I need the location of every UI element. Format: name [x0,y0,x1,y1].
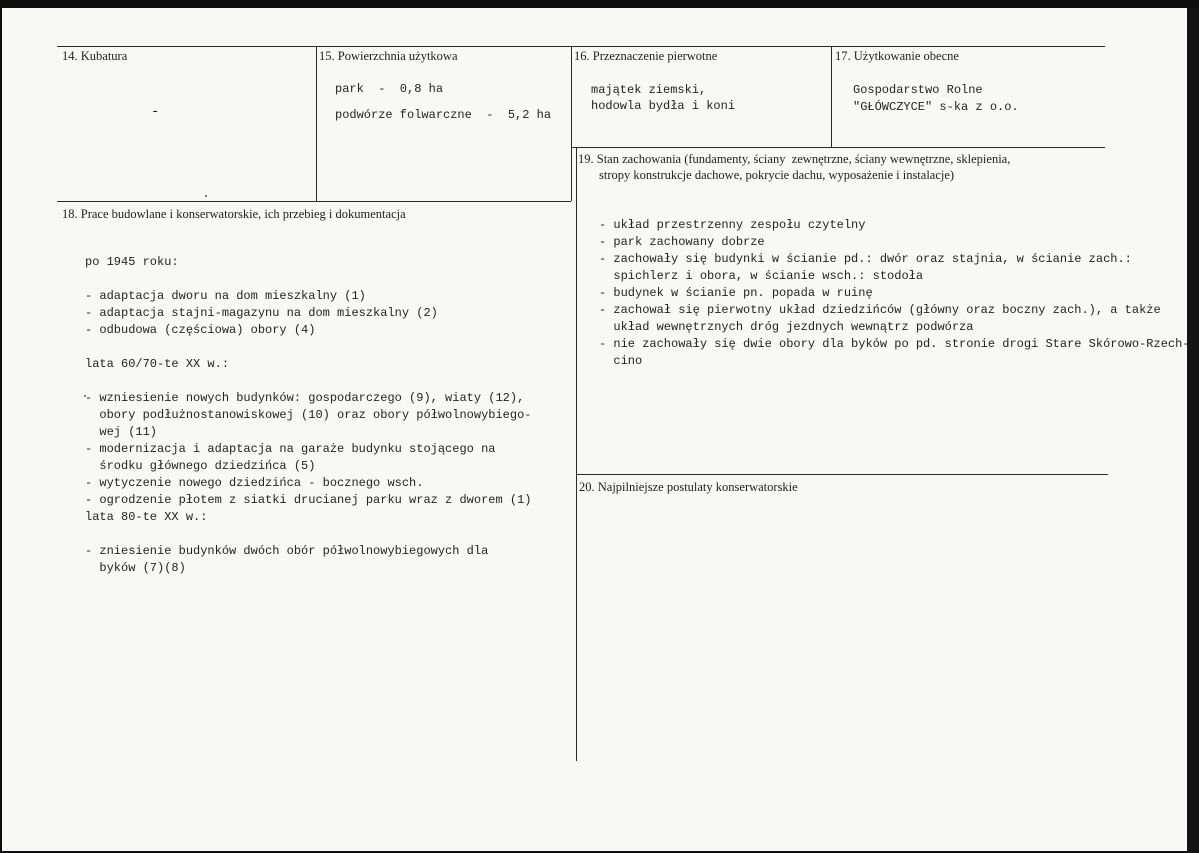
prace-line: środku głównego dziedzińca (5) [85,459,316,473]
stan-line: - nie zachowały się dwie obory dla byków po pd. stronie drogi Stare Skórowo-Rzech- [599,337,1190,351]
przeznaczenie-line-1: majątek ziemski, [591,83,707,97]
kubatura-value: - [151,104,160,120]
prace-line [85,339,531,356]
prace-line: - wytyczenie nowego dziedzińca - bocznego wsch. [85,476,424,490]
stan-content [599,217,1190,370]
prace-line: - adaptacja stajni-magazynu na dom mieszkalny (2) [85,306,438,320]
powierzchnia-park: park - 0,8 ha [335,82,444,96]
stan-label-line-1: 19. Stan zachowania (fundamenty, ściany zewnętrzne, ściany wewnętrzne, sklepienia, [578,152,1011,166]
prace-line: - wzniesienie nowych budynków: gospodarczego (9), wiaty (12), [85,391,525,405]
prace-line [85,526,531,543]
stan-line: układ wewnętrznych dróg jezdnych wewnątrz podwórza [599,320,974,334]
prace-line: - zniesienie budynków dwóch obór półwolnowybiegowych dla [85,544,489,558]
prace-line: po 1945 roku: [85,255,179,269]
uzytkowanie-line-2: "GŁÓWCZYCE" s-ka z o.o. [853,100,1019,114]
powierzchnia-podworze: podwórze folwarczne - 5,2 ha [335,108,552,122]
postulaty-label: 20. Najpilniejsze postulaty konserwatorskie [579,480,798,494]
scan-speck [205,195,207,197]
col-divider-1 [316,46,317,201]
prace-line: - modernizacja i adaptacja na garaże budynku stojącego na [85,442,496,456]
main-col-divider [576,147,577,761]
stan-line: - zachowały się budynki w ścianie pd.: dwór oraz stajnia, w ścianie zach.: [599,252,1132,266]
postulaty-divider [576,474,1108,475]
col-divider-2 [571,46,572,201]
col-divider-3 [831,46,832,147]
prace-line: - odbudowa (częściowa) obory (4) [85,323,316,337]
scan-border [1187,8,1199,853]
stan-line: cino [599,354,643,368]
przeznaczenie-label: 16. Przeznaczenie pierwotne [574,49,718,63]
powierzchnia-label: 15. Powierzchnia użytkowa [319,49,458,63]
prace-line [85,271,531,288]
row1-divider-left [57,201,571,202]
prace-label: 18. Prace budowlane i konserwatorskie, ich przebieg i dokumentacja [62,207,406,221]
prace-line: lata 60/70-te XX w.: [85,357,230,371]
prace-line: lata 80-te XX w.: [85,510,208,524]
prace-line: - ogrodzenie płotem z siatki drucianej parku wraz z dworem (1) [85,493,532,507]
przeznaczenie-line-2: hodowla bydła i koni [591,99,736,113]
stan-line: - park zachowany dobrze [599,235,765,249]
prace-line: wej (11) [85,425,158,439]
stan-line: - budynek w ścianie pn. popada w ruinę [599,286,873,300]
row1-divider-right [571,147,1105,148]
stan-line: - zachował się pierwotny układ dziedzińców (główny oraz boczny zach.), a także [599,303,1161,317]
stan-line: spichlerz i obora, w ścianie wsch.: stodoła [599,269,924,283]
top-rule [57,46,1105,47]
prace-line: - adaptacja dworu na dom mieszkalny (1) [85,289,366,303]
prace-line [85,373,531,390]
stan-label-line-2: stropy konstrukcje dachowe, pokrycie dachu, wyposażenie i instalacje) [599,168,955,182]
prace-content [85,254,531,577]
kubatura-label: 14. Kubatura [62,49,128,63]
uzytkowanie-label: 17. Użytkowanie obecne [835,49,959,63]
stan-line: - układ przestrzenny zespołu czytelny [599,218,866,232]
uzytkowanie-line-1: Gospodarstwo Rolne [853,83,983,97]
prace-line: obory podłużnostanowiskowej (10) oraz obory półwolnowybiego- [85,408,532,422]
prace-line: byków (7)(8) [85,561,186,575]
